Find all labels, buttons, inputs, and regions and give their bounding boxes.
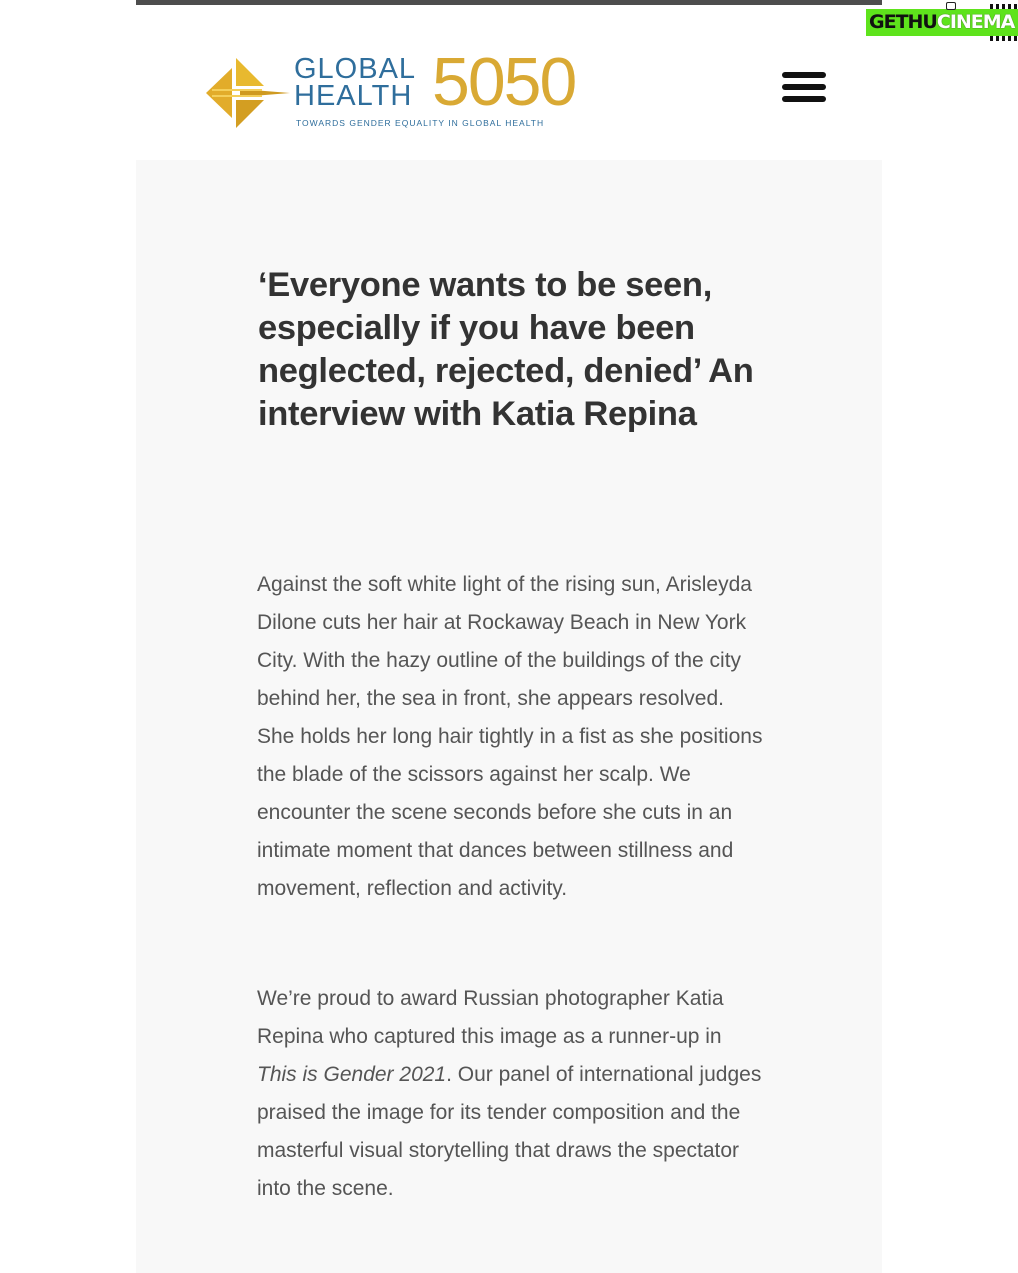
paragraph-text: . Our panel of international judges praised the image for its tender composition and the masterful visual storytelling that draws the spectator into the scene. <box>257 1063 762 1200</box>
logo-line-health: HEALTH <box>294 80 413 112</box>
diamond-arrow-icon <box>206 56 290 130</box>
logo-tagline: TOWARDS GENDER EQUALITY IN GLOBAL HEALTH <box>296 118 545 128</box>
competition-name: This is Gender 2021 <box>257 1063 447 1086</box>
hamburger-menu-icon[interactable] <box>782 72 826 104</box>
logo-number: 5050 <box>432 44 576 120</box>
watermark-part2: CINEMA <box>936 11 1015 33</box>
article-paragraph-1: Against the soft white light of the rising sun, Arisleyda Dilone cuts her hair at Rockaway Beach in New York City. With the hazy outline of the buildings of the city behind her, the sea in front, she appears resolved. She holds her long hair tightly in a fist as she positions the blade of the scissors against her scalp. We encounter the scene seconds before she cuts in an intimate moment that dances between stillness and movement, reflection and activity. <box>257 573 763 900</box>
menu-bar <box>782 96 826 102</box>
site-logo[interactable] <box>206 44 586 134</box>
watermark-logo <box>866 4 1016 40</box>
paragraph-text: We’re proud to award Russian photographer Katia Repina who captured this image as a runner-up in <box>257 987 724 1048</box>
menu-bar <box>782 72 826 78</box>
logo-line-global: GLOBAL <box>294 53 417 85</box>
watermark-part1: GETHU <box>869 11 937 33</box>
watermark-text <box>869 11 1014 33</box>
film-strip-icon <box>990 4 1018 9</box>
menu-bar <box>782 84 826 90</box>
camera-icon <box>946 2 956 10</box>
top-border <box>136 0 882 5</box>
film-strip-icon <box>990 36 1018 41</box>
logo-wordmark <box>294 53 417 112</box>
article-container <box>136 160 882 1273</box>
article-title: ‘Everyone wants to be seen, especially if you have been neglected, rejected, denied’ An interview with Katia Repina <box>258 266 754 433</box>
article-paragraph-2 <box>257 980 767 1208</box>
